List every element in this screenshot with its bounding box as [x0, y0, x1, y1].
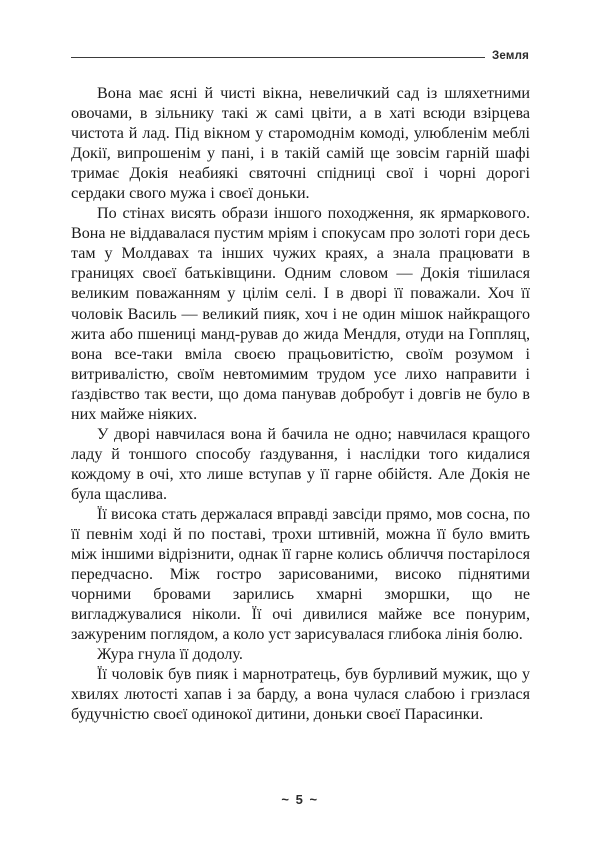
paragraph: У дворі навчилася вона й бачила не одно; навчилася кращого ладу й тоншого способу ґаздування, і наслідки того кидалися кождому в очі, хто лише вступав у її гарне обійстя. Але Докія не була щаслива.	[71, 425, 530, 503]
paragraph: Жура гнула її додолу.	[97, 646, 243, 664]
page-number: ~ 5 ~	[281, 792, 319, 807]
running-head-rule	[71, 57, 485, 58]
running-head	[71, 46, 529, 68]
paragraph: Її висока стать держалася вправді завсіди прямо, мов сосна, по її певнім ході й по поставі, трохи штивній, можна її було вмить між іншими відрізнити, однак її гарне колись обличчя постарілося передчасно. Між гостро зарисованими, високо піднятими чорними бровами зарились хмарні зморшки, що не вигладжувалися ніколи. Її очі дивилися майже все понурим, зажуреним поглядом, а коло уст зарисувалася глибока лінія болю.	[71, 505, 530, 644]
running-head-title: Земля	[492, 49, 529, 62]
paragraph: По стінах висять образи іншого походження, як ярмаркового. Вона не віддавалася пустим мріям і спокусам про золоті гори десь там у Молдавах та інших чужих краях, а знала працювати в границях своєї батьківщини. Одним словом — Докія тішилася великим поважанням у цілім селі. І в дворі її поважали. Хоч її чоловік Василь — великий пияк, хоч і не один мішок найкращого жита або пшениці манд-рував до жида Мендля, отуди на Гоппляц, вона все-таки вміла своєю працьовитістю, своїм розумом і витривалістю, своїм невтомимим трудом усе лихо направити і ґаздівство так вести, що дома панував добробут і довгів не було в них майже ніяких.	[71, 205, 530, 423]
paragraph: Її чоловік був пияк і марнотратець, був бурливий мужик, що у хвилях лютості хапав і за барду, а вона чулася слабою і гризлася будучністю своєї одинокої дитини, доньки своєї Парасинки.	[71, 666, 530, 724]
paragraph: Вона має ясні й чисті вікна, невеличкий сад із шляхетними овочами, в зільнику такі ж самі цвіти, а в хаті всюди взірцева чистота й лад. Під вікном у старомоднім комоді, улюбленім меблі Докії, випрошенім у пані, і в такій самій ще зовсім гарній шафі тримає Докія неабиякі святочні спідниці свої і чорні дорогі сердаки свого мужа і своєї доньки.	[71, 85, 530, 203]
body-text-column	[71, 84, 530, 726]
